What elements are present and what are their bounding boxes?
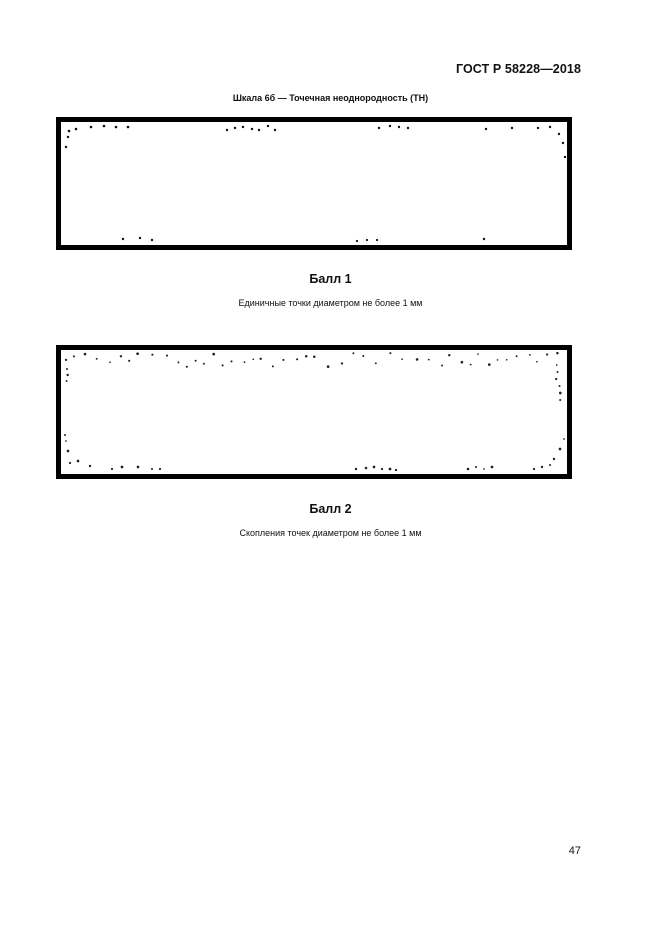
- point-defect-dot: [212, 353, 215, 356]
- point-defect-dot: [477, 353, 479, 355]
- point-defect-dot: [65, 146, 67, 148]
- point-defect-dot: [136, 352, 139, 355]
- point-defect-dot: [120, 355, 122, 357]
- point-defect-dot: [75, 128, 78, 131]
- point-defect-dot: [139, 237, 141, 239]
- point-defect-dot: [267, 125, 269, 127]
- standard-number: ГОСТ Р 58228—2018: [455, 62, 581, 76]
- point-defect-dot: [557, 371, 559, 373]
- point-defect-dot: [559, 399, 561, 401]
- point-defect-dot: [272, 365, 274, 367]
- point-defect-dot: [67, 450, 70, 453]
- point-defect-dot: [103, 125, 106, 128]
- point-defect-dot: [378, 127, 380, 129]
- point-defect-dot: [89, 465, 91, 467]
- point-defect-dot: [68, 130, 71, 133]
- point-defect-dot: [428, 359, 430, 361]
- point-defect-dot: [352, 352, 354, 354]
- point-defect-dot: [558, 385, 560, 387]
- point-defect-dot: [536, 361, 538, 363]
- point-defect-dot: [470, 364, 472, 366]
- point-defect-dot: [128, 360, 130, 362]
- point-defect-dot: [365, 467, 368, 470]
- point-defect-dot: [77, 460, 80, 463]
- point-defect-dot: [226, 129, 228, 131]
- point-defect-dot: [244, 361, 246, 363]
- point-defect-dot: [66, 374, 68, 376]
- point-defect-dot: [366, 239, 368, 241]
- point-defect-dot: [195, 360, 197, 362]
- point-defect-dot: [375, 362, 377, 364]
- point-defect-dot: [401, 358, 403, 360]
- point-defect-dot: [341, 362, 343, 364]
- point-defect-dot: [65, 359, 67, 361]
- point-defect-dot: [65, 440, 67, 442]
- point-defect-dot: [562, 142, 564, 144]
- point-defect-dot: [416, 358, 419, 361]
- point-defect-dot: [327, 365, 330, 368]
- point-defect-dot: [137, 466, 140, 469]
- point-defect-dot: [296, 358, 298, 360]
- point-defect-dot: [516, 355, 518, 357]
- point-defect-dot: [497, 359, 499, 361]
- point-defect-dot: [258, 129, 260, 131]
- point-defect-dot: [546, 353, 548, 355]
- sample-panel-2: [56, 345, 572, 479]
- point-defect-dot: [555, 378, 557, 380]
- point-defect-dot: [563, 438, 565, 440]
- point-defect-dot: [67, 136, 69, 138]
- point-defect-dot: [483, 238, 485, 240]
- point-defect-dot: [441, 365, 443, 367]
- point-defect-dot: [109, 361, 111, 363]
- point-defect-dot: [111, 468, 113, 470]
- point-defect-dot: [556, 364, 558, 366]
- point-defect-dot: [541, 466, 543, 468]
- point-defect-dot: [90, 126, 93, 129]
- point-defect-dot: [461, 361, 464, 364]
- point-defect-dot: [549, 126, 551, 128]
- grade-1-title: Балл 1: [309, 272, 352, 286]
- point-defect-dot: [475, 466, 477, 468]
- point-defect-dot: [556, 352, 559, 355]
- point-defect-dot: [488, 363, 491, 366]
- point-defect-dot: [537, 127, 539, 129]
- point-defect-dot: [448, 354, 450, 356]
- point-defect-dot: [177, 361, 179, 363]
- point-defect-dot: [313, 356, 316, 359]
- point-defect-dot: [203, 363, 205, 365]
- point-defect-dot: [84, 353, 87, 356]
- point-defect-dot: [151, 239, 153, 241]
- point-defect-dot: [483, 468, 485, 470]
- grade-2-title: Балл 2: [309, 502, 352, 516]
- point-defect-dot: [564, 156, 566, 158]
- point-defect-dot: [559, 392, 562, 395]
- point-defect-dot: [151, 354, 153, 356]
- point-defect-dot: [234, 127, 236, 129]
- point-defect-dot: [558, 133, 560, 135]
- grade-1-description: Единичные точки диаметром не более 1 мм: [238, 298, 423, 308]
- point-defect-dot: [398, 126, 400, 128]
- point-defect-dot: [230, 360, 232, 362]
- point-defect-dot: [122, 238, 124, 240]
- point-defect-dot: [389, 125, 391, 127]
- point-defect-dot: [282, 359, 284, 361]
- point-defect-dot: [549, 464, 551, 466]
- point-defect-dot: [64, 434, 66, 436]
- point-defect-dot: [407, 127, 409, 129]
- point-defect-dot: [121, 466, 124, 469]
- point-defect-dot: [506, 359, 508, 361]
- dots-layer: [56, 117, 572, 250]
- point-defect-dot: [66, 368, 68, 370]
- point-defect-dot: [186, 366, 188, 368]
- point-defect-dot: [559, 448, 562, 451]
- point-defect-dot: [115, 126, 118, 129]
- scale-title: Шкала 6б — Точечная неоднородность (ТН): [232, 93, 429, 103]
- point-defect-dot: [127, 126, 130, 129]
- point-defect-dot: [274, 129, 276, 131]
- page-number: 47: [568, 845, 581, 857]
- point-defect-dot: [356, 240, 358, 242]
- point-defect-dot: [305, 355, 308, 358]
- point-defect-dot: [395, 469, 397, 471]
- grade-2-description: Скопления точек диаметром не более 1 мм: [239, 528, 422, 538]
- point-defect-dot: [491, 466, 494, 469]
- point-defect-dot: [251, 128, 253, 130]
- point-defect-dot: [529, 354, 531, 356]
- point-defect-dot: [376, 239, 378, 241]
- point-defect-dot: [373, 466, 376, 469]
- point-defect-dot: [389, 352, 391, 354]
- point-defect-dot: [151, 468, 153, 470]
- sample-panel-1: [56, 117, 572, 250]
- point-defect-dot: [159, 468, 161, 470]
- point-defect-dot: [533, 468, 535, 470]
- point-defect-dot: [467, 468, 470, 471]
- point-defect-dot: [96, 358, 98, 360]
- point-defect-dot: [553, 458, 555, 460]
- point-defect-dot: [222, 364, 224, 366]
- point-defect-dot: [166, 355, 168, 357]
- point-defect-dot: [242, 126, 244, 128]
- dots-layer: [56, 345, 572, 479]
- point-defect-dot: [66, 380, 68, 382]
- point-defect-dot: [73, 355, 75, 357]
- point-defect-dot: [485, 128, 487, 130]
- dots-group: [64, 352, 565, 471]
- point-defect-dot: [69, 462, 71, 464]
- point-defect-dot: [252, 358, 254, 360]
- point-defect-dot: [511, 127, 513, 129]
- point-defect-dot: [355, 468, 357, 470]
- point-defect-dot: [381, 468, 383, 470]
- point-defect-dot: [389, 468, 392, 471]
- point-defect-dot: [259, 358, 261, 360]
- point-defect-dot: [362, 355, 364, 357]
